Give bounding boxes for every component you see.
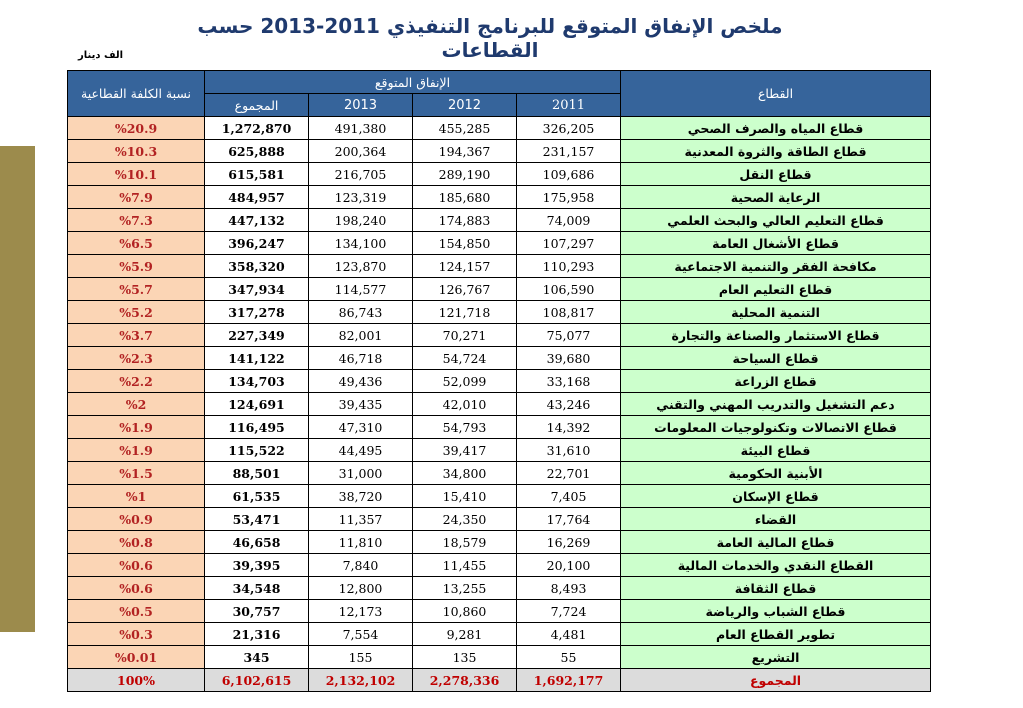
table-row: [68, 393, 931, 416]
ratio-cell: %0.01: [68, 646, 205, 669]
sector-name-cell: القضاء: [621, 508, 931, 531]
table-row: [68, 623, 931, 646]
value-2013-cell: 38,720: [309, 485, 413, 508]
total-cell: 345: [205, 646, 309, 669]
total-cell: 34,548: [205, 577, 309, 600]
value-2013-cell: 123,319: [309, 186, 413, 209]
value-2012-cell: 70,271: [413, 324, 517, 347]
ratio-cell: %2.2: [68, 370, 205, 393]
value-2013-cell: 11,810: [309, 531, 413, 554]
sector-name-cell: قطاع الطاقة والثروة المعدنية: [621, 140, 931, 163]
table-row: [68, 531, 931, 554]
sector-name-cell: قطاع المالية العامة: [621, 531, 931, 554]
value-2013-cell: 31,000: [309, 462, 413, 485]
unit-label: الف دينار: [78, 50, 124, 61]
ratio-cell: %1.5: [68, 462, 205, 485]
table-row: [68, 485, 931, 508]
value-2011-cell: 33,168: [517, 370, 621, 393]
value-2012-cell: 2,278,336: [413, 669, 517, 692]
table-row: [68, 600, 931, 623]
header-2013: 2013: [309, 94, 413, 117]
value-2013-cell: 49,436: [309, 370, 413, 393]
value-2011-cell: 326,205: [517, 117, 621, 140]
side-decor-bar: [0, 146, 35, 632]
header-expected: الإنفاق المتوقع: [205, 71, 621, 94]
ratio-cell: %20.9: [68, 117, 205, 140]
value-2011-cell: 1,692,177: [517, 669, 621, 692]
sector-name-cell: الرعاية الصحية: [621, 186, 931, 209]
table-row: [68, 140, 931, 163]
table-row: [68, 163, 931, 186]
total-cell: 134,703: [205, 370, 309, 393]
ratio-cell: %5.7: [68, 278, 205, 301]
value-2012-cell: 455,285: [413, 117, 517, 140]
ratio-cell: %10.3: [68, 140, 205, 163]
value-2012-cell: 42,010: [413, 393, 517, 416]
total-cell: 317,278: [205, 301, 309, 324]
total-cell: 227,349: [205, 324, 309, 347]
table-row: [68, 347, 931, 370]
total-cell: 447,132: [205, 209, 309, 232]
sector-name-cell: قطاع الإسكان: [621, 485, 931, 508]
ratio-cell: %7.9: [68, 186, 205, 209]
value-2012-cell: 289,190: [413, 163, 517, 186]
value-2012-cell: 9,281: [413, 623, 517, 646]
totals-row: [68, 669, 931, 692]
value-2013-cell: 134,100: [309, 232, 413, 255]
value-2013-cell: 12,800: [309, 577, 413, 600]
value-2013-cell: 2,132,102: [309, 669, 413, 692]
table-row: [68, 462, 931, 485]
value-2012-cell: 174,883: [413, 209, 517, 232]
value-2011-cell: 17,764: [517, 508, 621, 531]
value-2012-cell: 52,099: [413, 370, 517, 393]
page-title: ملخص الإنفاق المتوقع للبرنامج التنفيذي 2011-2013 حسب القطاعات: [197, 14, 783, 62]
sector-name-cell: التنمية المحلية: [621, 301, 931, 324]
sector-name-cell: المجموع: [621, 669, 931, 692]
value-2012-cell: 185,680: [413, 186, 517, 209]
value-2013-cell: 39,435: [309, 393, 413, 416]
ratio-cell: %1.9: [68, 439, 205, 462]
total-cell: 39,395: [205, 554, 309, 577]
sector-name-cell: قطاع التعليم العام: [621, 278, 931, 301]
value-2011-cell: 74,009: [517, 209, 621, 232]
value-2011-cell: 175,958: [517, 186, 621, 209]
value-2012-cell: 135: [413, 646, 517, 669]
ratio-cell: %0.6: [68, 554, 205, 577]
value-2012-cell: 121,718: [413, 301, 517, 324]
ratio-cell: %1.9: [68, 416, 205, 439]
sector-name-cell: قطاع البيئة: [621, 439, 931, 462]
ratio-cell: %10.1: [68, 163, 205, 186]
value-2011-cell: 39,680: [517, 347, 621, 370]
value-2012-cell: 39,417: [413, 439, 517, 462]
value-2012-cell: 10,860: [413, 600, 517, 623]
value-2013-cell: 82,001: [309, 324, 413, 347]
value-2011-cell: 108,817: [517, 301, 621, 324]
value-2013-cell: 200,364: [309, 140, 413, 163]
value-2013-cell: 491,380: [309, 117, 413, 140]
total-cell: 61,535: [205, 485, 309, 508]
value-2012-cell: 124,157: [413, 255, 517, 278]
value-2012-cell: 194,367: [413, 140, 517, 163]
value-2013-cell: 114,577: [309, 278, 413, 301]
header-sector: القطاع: [621, 71, 931, 117]
table-row: [68, 370, 931, 393]
header-total: المجموع: [205, 94, 309, 117]
total-cell: 396,247: [205, 232, 309, 255]
sector-name-cell: قطاع النقل: [621, 163, 931, 186]
value-2011-cell: 231,157: [517, 140, 621, 163]
value-2013-cell: 86,743: [309, 301, 413, 324]
value-2013-cell: 198,240: [309, 209, 413, 232]
value-2013-cell: 44,495: [309, 439, 413, 462]
total-cell: 115,522: [205, 439, 309, 462]
value-2012-cell: 18,579: [413, 531, 517, 554]
sector-name-cell: قطاع التعليم العالي والبحث العلمي: [621, 209, 931, 232]
value-2011-cell: 31,610: [517, 439, 621, 462]
value-2013-cell: 12,173: [309, 600, 413, 623]
ratio-cell: %0.6: [68, 577, 205, 600]
sector-name-cell: القطاع النقدي والخدمات المالية: [621, 554, 931, 577]
table-row: [68, 232, 931, 255]
table-row: [68, 255, 931, 278]
table-row: [68, 186, 931, 209]
value-2011-cell: 22,701: [517, 462, 621, 485]
ratio-cell: %2.3: [68, 347, 205, 370]
sector-name-cell: قطاع الأشغال العامة: [621, 232, 931, 255]
value-2011-cell: 75,077: [517, 324, 621, 347]
value-2011-cell: 4,481: [517, 623, 621, 646]
value-2011-cell: 107,297: [517, 232, 621, 255]
table-row: [68, 439, 931, 462]
total-cell: 358,320: [205, 255, 309, 278]
value-2012-cell: 15,410: [413, 485, 517, 508]
total-cell: 124,691: [205, 393, 309, 416]
value-2013-cell: 47,310: [309, 416, 413, 439]
sector-name-cell: قطاع الاستثمار والصناعة والتجارة: [621, 324, 931, 347]
header-ratio: نسبة الكلفة القطاعية: [68, 71, 205, 117]
sector-name-cell: قطاع السياحة: [621, 347, 931, 370]
value-2012-cell: 54,793: [413, 416, 517, 439]
sector-name-cell: التشريع: [621, 646, 931, 669]
sector-name-cell: قطاع المياه والصرف الصحي: [621, 117, 931, 140]
table-row: [68, 646, 931, 669]
total-cell: 141,122: [205, 347, 309, 370]
value-2013-cell: 7,840: [309, 554, 413, 577]
sector-name-cell: قطاع الثقافة: [621, 577, 931, 600]
table-row: [68, 554, 931, 577]
value-2013-cell: 216,705: [309, 163, 413, 186]
header-2012: 2012: [413, 94, 517, 117]
value-2013-cell: 155: [309, 646, 413, 669]
value-2012-cell: 24,350: [413, 508, 517, 531]
sector-spending-table: [67, 70, 931, 692]
table-body: [68, 117, 931, 692]
value-2013-cell: 46,718: [309, 347, 413, 370]
table-row: [68, 577, 931, 600]
ratio-cell: %7.3: [68, 209, 205, 232]
value-2011-cell: 43,246: [517, 393, 621, 416]
value-2011-cell: 109,686: [517, 163, 621, 186]
total-cell: 116,495: [205, 416, 309, 439]
total-cell: 53,471: [205, 508, 309, 531]
total-cell: 46,658: [205, 531, 309, 554]
table-row: [68, 416, 931, 439]
table-row: [68, 278, 931, 301]
total-cell: 88,501: [205, 462, 309, 485]
ratio-cell: %0.9: [68, 508, 205, 531]
sector-name-cell: قطاع الاتصالات وتكنولوجيات المعلومات: [621, 416, 931, 439]
value-2013-cell: 11,357: [309, 508, 413, 531]
sector-name-cell: مكافحة الفقر والتنمية الاجتماعية: [621, 255, 931, 278]
ratio-cell: %0.8: [68, 531, 205, 554]
sector-name-cell: تطوير القطاع العام: [621, 623, 931, 646]
value-2012-cell: 154,850: [413, 232, 517, 255]
value-2012-cell: 11,455: [413, 554, 517, 577]
ratio-cell: %3.7: [68, 324, 205, 347]
ratio-cell: %6.5: [68, 232, 205, 255]
value-2011-cell: 20,100: [517, 554, 621, 577]
ratio-cell: %2: [68, 393, 205, 416]
ratio-cell: %0.5: [68, 600, 205, 623]
ratio-cell: %5.9: [68, 255, 205, 278]
value-2011-cell: 55: [517, 646, 621, 669]
table-row: [68, 209, 931, 232]
value-2013-cell: 123,870: [309, 255, 413, 278]
value-2012-cell: 54,724: [413, 347, 517, 370]
value-2012-cell: 34,800: [413, 462, 517, 485]
ratio-cell: %5.2: [68, 301, 205, 324]
ratio-cell: %1: [68, 485, 205, 508]
value-2012-cell: 126,767: [413, 278, 517, 301]
total-cell: 1,272,870: [205, 117, 309, 140]
total-cell: 21,316: [205, 623, 309, 646]
value-2011-cell: 16,269: [517, 531, 621, 554]
ratio-cell: %0.3: [68, 623, 205, 646]
sector-name-cell: قطاع الشباب والرياضة: [621, 600, 931, 623]
total-cell: 347,934: [205, 278, 309, 301]
sector-name-cell: قطاع الزراعة: [621, 370, 931, 393]
table-row: [68, 508, 931, 531]
value-2011-cell: 14,392: [517, 416, 621, 439]
value-2011-cell: 8,493: [517, 577, 621, 600]
header-2011: 2011: [517, 94, 621, 117]
value-2011-cell: 110,293: [517, 255, 621, 278]
table-row: [68, 301, 931, 324]
total-cell: 615,581: [205, 163, 309, 186]
value-2013-cell: 7,554: [309, 623, 413, 646]
value-2011-cell: 106,590: [517, 278, 621, 301]
total-cell: 484,957: [205, 186, 309, 209]
sector-name-cell: دعم التشغيل والتدريب المهني والتقني: [621, 393, 931, 416]
table-row: [68, 324, 931, 347]
table-row: [68, 117, 931, 140]
ratio-cell: 100%: [68, 669, 205, 692]
value-2011-cell: 7,405: [517, 485, 621, 508]
value-2011-cell: 7,724: [517, 600, 621, 623]
value-2012-cell: 13,255: [413, 577, 517, 600]
total-cell: 625,888: [205, 140, 309, 163]
total-cell: 30,757: [205, 600, 309, 623]
sector-name-cell: الأبنية الحكومية: [621, 462, 931, 485]
total-cell: 6,102,615: [205, 669, 309, 692]
